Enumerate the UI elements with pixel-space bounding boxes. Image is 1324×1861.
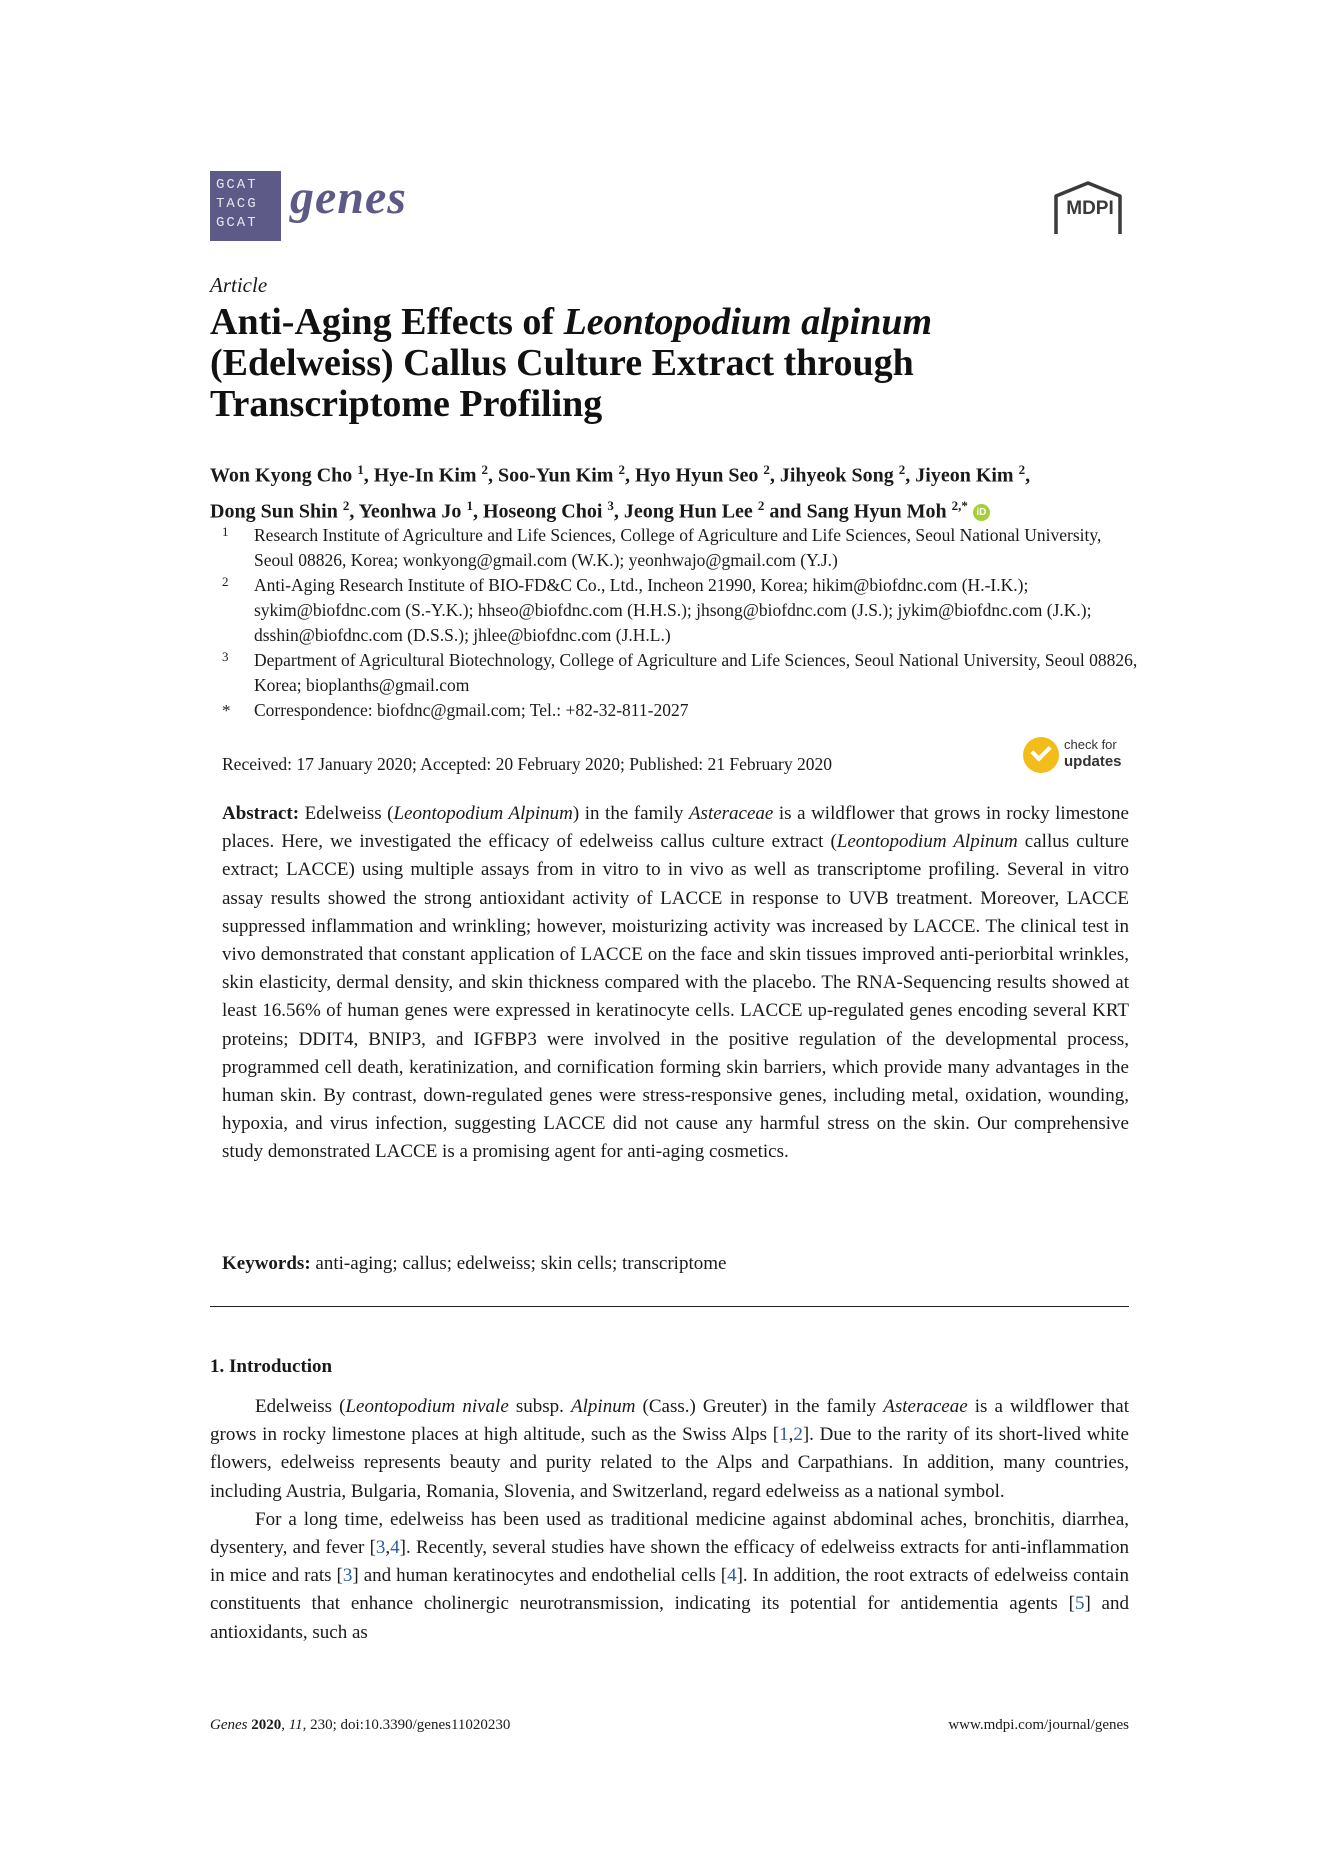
affiliation-item: 1 Research Institute of Agriculture and Life Sciences, College of Agriculture and Life Sciences, Seoul National University, Seoul 08826, Korea; wonkyong@gmail.com (W.K.); yeonhwajo@gmail.com (Y.J.): [222, 524, 1102, 570]
footer-url[interactable]: www.mdpi.com/journal/genes: [948, 1717, 1129, 1733]
keywords: Keywords: anti-aging; callus; edelweiss; skin cells; transcriptome: [222, 1253, 727, 1274]
affiliation-item: 2 Anti-Aging Research Institute of BIO-FD&C Co., Ltd., Incheon 21990, Korea; hikim@biofdnc.com (H.-I.K.); sykim@biofdnc.com (S.-Y.K.); hhseo@biofdnc.com (H.H.S.); jhsong@biofdnc.com (J.S.); jykim@biofdnc.com (J.K.); dsshin@biofdnc.com (D.S.S.); jhlee@biofdnc.com (J.H.L.): [222, 574, 1092, 645]
citation-link[interactable]: 5: [1074, 1593, 1085, 1615]
article-title: Anti-Aging Effects of Leontopodium alpinum (Edelweiss) Callus Culture Extract through Transcriptome Profiling: [210, 301, 933, 425]
author-name: Yeonhwa Jo: [358, 500, 462, 523]
author-name: Sang Hyun Moh: [806, 500, 947, 523]
paragraph: Edelweiss (Leontopodium nivale subsp. Alpinum (Cass.) Greuter) in the family Asteraceae is a wildflower that grows in rocky limestone places at high altitude, such as the Swiss Alps [1,2]. Due to the rarity of its short-lived white flowers, edelweiss represents beauty and purity related to the Alps and Carpathians. In addition, many countries, including Austria, Bulgaria, Romania, Slovenia, and Switzerland, regard edelweiss as a national symbol.: [210, 1396, 1130, 1502]
citation-link[interactable]: 4: [727, 1565, 737, 1587]
affiliations: [210, 523, 1140, 723]
citation-link[interactable]: 1: [779, 1424, 789, 1446]
article-type: Article: [210, 273, 268, 297]
correspondence: * Correspondence: biofdnc@gmail.com; Tel.: +82-32-811-2027: [222, 700, 689, 720]
check-for-updates-badge[interactable]: check for updates: [1023, 737, 1143, 777]
author-name: Hoseong Choi: [482, 500, 603, 523]
logo-line: GCAT: [216, 215, 258, 231]
author-name: Dong Sun Shin: [210, 500, 338, 523]
author-name: Jeong Hun Lee: [623, 500, 753, 523]
author-list: Won Kyong Cho $^1$, Hye-In Kim $^2$, Soo-Yun Kim $^2$, Hyo Hyun Seo $^2$, Jihyeok Song $^2$, Jiyeon Kim $^2$, Dong Sun Shin $^2$, Yeonhwa Jo $^1$, Hoseong Choi $^3$, Jeong Hun Lee $^2$ and Sang Hyun Moh $^{2,*}$ iD: [210, 462, 1031, 523]
orcid-icon[interactable]: iD: [973, 504, 990, 521]
footer-citation: Genes 2020, 11, 230; doi:10.3390/genes11020230: [210, 1717, 511, 1733]
checkmark-icon: [1023, 737, 1059, 773]
author-name: Soo-Yun Kim: [498, 464, 614, 487]
citation-link[interactable]: 2: [793, 1424, 803, 1446]
section-body: [210, 1393, 1129, 1647]
citation-link[interactable]: 3: [375, 1537, 386, 1559]
publisher-name: MDPI: [1066, 198, 1114, 219]
citation-link[interactable]: 4: [390, 1537, 400, 1559]
section-heading: 1. Introduction: [210, 1356, 333, 1377]
logo-line: TACG: [216, 196, 258, 212]
affiliation-item: 3 Department of Agricultural Biotechnology, College of Agriculture and Life Sciences, Seoul National University, Seoul 08826, Korea; bioplanths@gmail.com: [222, 649, 1138, 695]
journal-logo-icon: [210, 171, 281, 241]
publication-dates: Received: 17 January 2020; Accepted: 20 February 2020; Published: 21 February 2020: [222, 754, 832, 774]
author-name: Won Kyong Cho: [210, 464, 353, 487]
abstract: Abstract: Edelweiss (Leontopodium Alpinum) in the family Asteraceae is a wildflower that grows in rocky limestone places. Here, we investigated the efficacy of edelweiss callus culture extract (Leontopodium Alpinum callus culture extract; LACCE) using multiple assays from in vitro to in vivo as well as transcriptome profiling. Several in vitro assay results showed the strong antioxidant activity of LACCE in response to UVB treatment. Moreover, LACCE suppressed inflammation and wrinkling; however, moisturizing activity was increased by LACCE. The clinical test in vivo demonstrated that constant application of LACCE on the face and skin tissues improved anti-periorbital wrinkles, skin elasticity, dermal density, and skin thickness compared with the placebo. The RNA-Sequencing results showed at least 16.56% of human genes were expressed in keratinocyte cells. LACCE up-regulated genes encoding several KRT proteins; DDIT4, BNIP3, and IGFBP3 were involved in the positive regulation of the developmental process, programmed cell death, keratinization, and cornification forming skin barriers, which provide many advantages in the human skin. By contrast, down-regulated genes were stress-responsive genes, including metal, oxidation, wounding, hypoxia, and virus infection, suggesting LACCE did not cause any harmful stress on the skin. Our comprehensive study demonstrated LACCE is a promising agent for anti-aging cosmetics.: [222, 803, 1129, 1163]
journal-name: genes: [290, 171, 407, 224]
author-name: Jiyeon Kim: [915, 464, 1014, 487]
citation-link[interactable]: 3: [342, 1565, 353, 1587]
logo-line: GCAT: [216, 177, 258, 193]
author-name: Hyo Hyun Seo: [634, 464, 759, 487]
author-name: Jihyeok Song: [779, 464, 894, 487]
divider: [210, 1306, 1129, 1307]
paragraph: For a long time, edelweiss has been used as traditional medicine against abdominal aches, bronchitis, diarrhea, dysentery, and fever [3,4]. Recently, several studies have shown the efficacy of edelweiss extracts for anti-inflammation in mice and rats [3] and human keratinocytes and endothelial cells [4]. In addition, the root extracts of edelweiss contain constituents that enhance cholinergic neurotransmission, indicating its potential for antidementia agents [5] and antioxidants, such as: [210, 1508, 1129, 1643]
author-name: Hye-In Kim: [373, 464, 477, 487]
